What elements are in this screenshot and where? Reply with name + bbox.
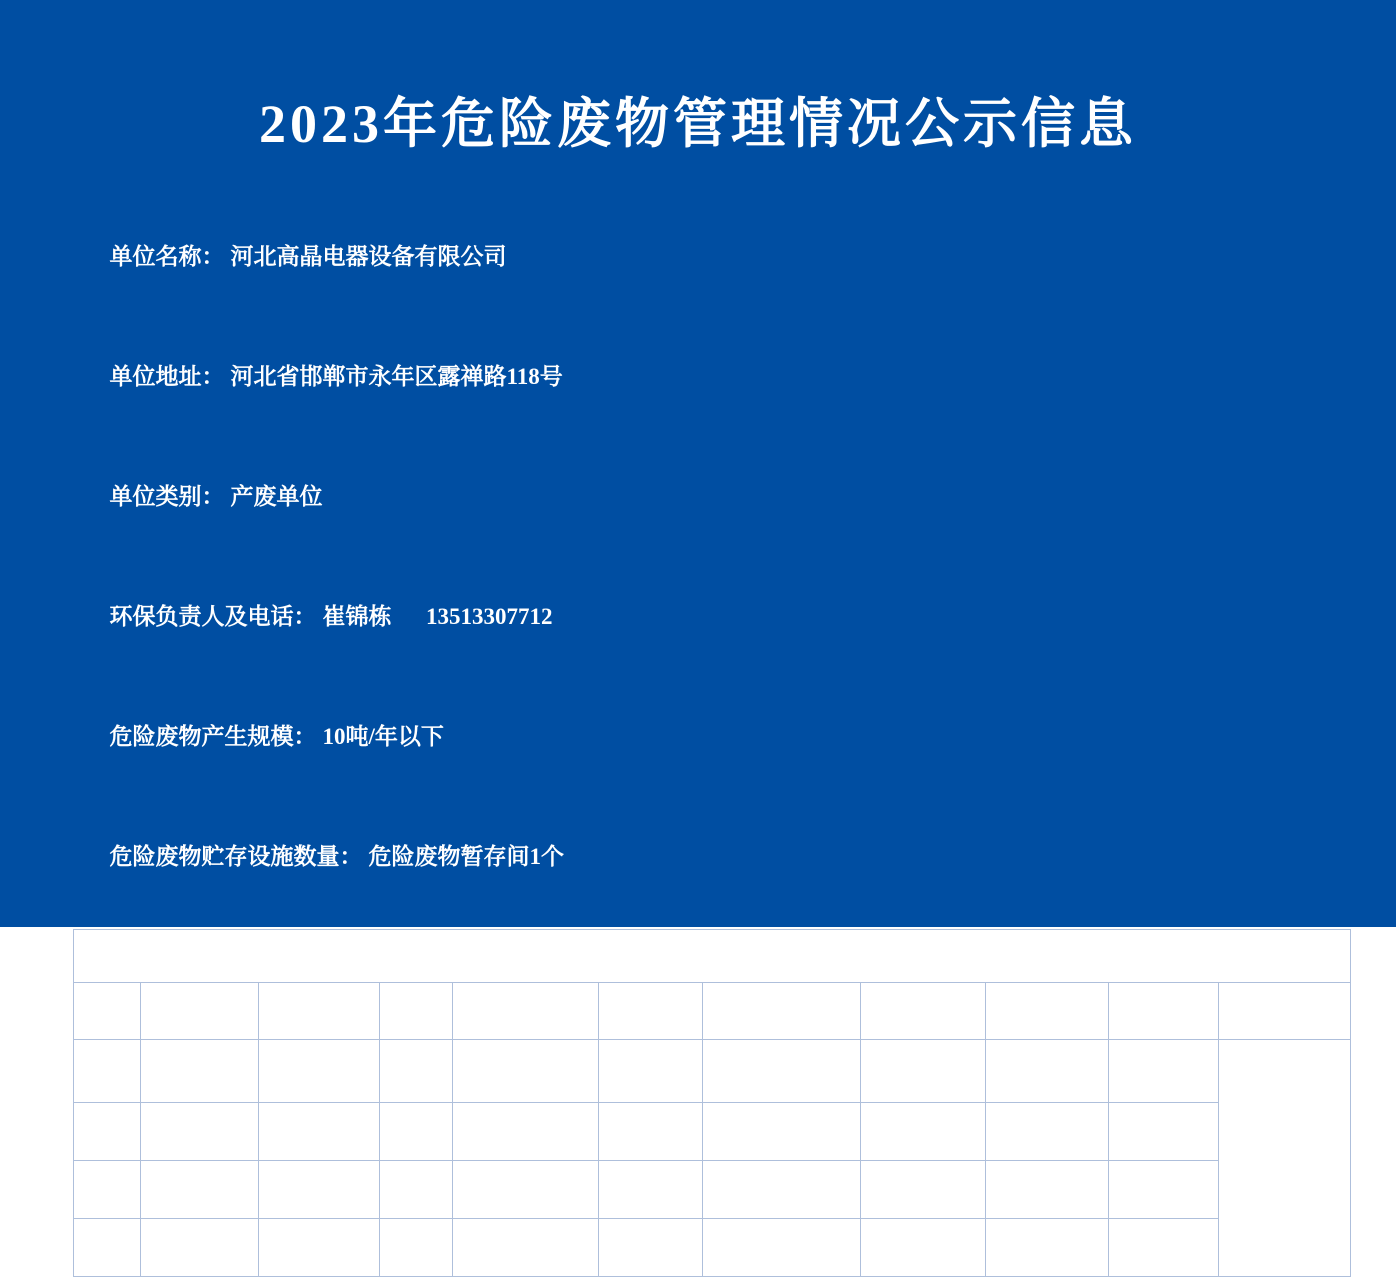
cell-prevention: 防火、防雨 防渗、防晒: [986, 1103, 1109, 1161]
column-header-waste-code: 废物代码: [259, 982, 380, 1040]
cell-waste-name: 废油: [141, 1219, 259, 1277]
table-caption: 危险废物信息: [74, 929, 1351, 982]
cell-seq: 3: [74, 1161, 141, 1219]
cell-seq: 1: [74, 1040, 141, 1103]
info-section: [75, 209, 1396, 905]
cell-waste-code: 900-041-49: [259, 1103, 380, 1161]
info-line-unit-type: [75, 449, 1396, 545]
cell-amount: 50 千克: [861, 1103, 986, 1161]
production-scale-value: 10吨/年以下: [322, 723, 444, 749]
cell-toxic-substance: 非甲烷总烃: [453, 1161, 599, 1219]
info-line-unit-address: [75, 329, 1396, 425]
table-row: [74, 1103, 1351, 1161]
unit-type-label: 单位类别：: [109, 483, 225, 509]
table-caption-row: [74, 929, 1351, 982]
unit-address-label: 单位地址：: [109, 363, 225, 389]
cell-waste-code: 900-039-49: [259, 1161, 380, 1219]
info-line-contact: [75, 569, 1396, 665]
cell-seq: 2: [74, 1103, 141, 1161]
unit-address-value: 河北省邯郸市永年区露禅路118号: [230, 363, 563, 389]
info-line-unit-name: [75, 209, 1396, 305]
cell-hazard: 毒性: [599, 1103, 703, 1161]
column-header-seq: 序号: [74, 982, 141, 1040]
column-header-waste-name: 废物名称: [141, 982, 259, 1040]
column-header-disposal-company: 处置单位: [1219, 982, 1351, 1040]
cell-toxic-substance: 废树脂等: [453, 1040, 599, 1103]
cell-destination: 委托处置: [1109, 1219, 1219, 1277]
cell-prevention: 防火、防雨 防渗、防晒: [986, 1219, 1109, 1277]
cell-process: VOCs 治理过程: [703, 1103, 861, 1161]
cell-prevention: 防火、防雨 防渗、防晒: [986, 1040, 1109, 1103]
storage-facility-label: 危险废物贮存设施数量：: [109, 843, 363, 869]
cell-waste-name: 废活性炭: [141, 1161, 259, 1219]
cell-destination: 委托处置: [1109, 1040, 1219, 1103]
cell-waste-name: 废弃包装桶: [141, 1040, 259, 1103]
column-header-hazard: 危险特性: [599, 982, 703, 1040]
unit-type-value: 产废单位: [230, 483, 323, 509]
cell-process: 油烟治理过程: [703, 1219, 861, 1277]
cell-amount: 3 吨: [861, 1161, 986, 1219]
cell-waste-category: HW49: [380, 1040, 453, 1103]
column-header-destination: 去向: [1109, 982, 1219, 1040]
table-row: [74, 1161, 1351, 1219]
cell-waste-code: 900-041-49: [259, 1040, 380, 1103]
table-row: [74, 1040, 1351, 1103]
table-header-row: [74, 982, 1351, 1040]
cell-waste-category: HW08: [380, 1219, 453, 1277]
cell-toxic-substance: 非甲烷总烃类: [453, 1219, 599, 1277]
cell-waste-category: HW49: [380, 1103, 453, 1161]
cell-amount: 4 吨: [861, 1040, 986, 1103]
cell-process: 涂胶、树脂浇注 工序: [703, 1040, 861, 1103]
column-header-process: 产生环节: [703, 982, 861, 1040]
cell-hazard: 毒性: [599, 1219, 703, 1277]
cell-destination: 委托处置: [1109, 1103, 1219, 1161]
column-header-amount: 预计产生量: [861, 982, 986, 1040]
production-scale-label: 危险废物产生规模：: [109, 723, 317, 749]
page-title: 2023年危险废物管理情况公示信息: [259, 94, 1137, 154]
info-line-production-scale: [75, 689, 1396, 785]
cell-destination: 委托处置: [1109, 1161, 1219, 1219]
contact-value: 崔锦栋 13513307712: [322, 603, 553, 629]
cell-toxic-substance: 非甲烷总烃: [453, 1103, 599, 1161]
cell-disposal-company: 唐山浩昌杰 环保科技发 展有限公司: [1219, 1040, 1351, 1277]
column-header-waste-category: 废物 类别: [380, 982, 453, 1040]
cell-process: VOCs 治理过程: [703, 1161, 861, 1219]
unit-name-label: 单位名称：: [109, 243, 225, 269]
column-header-prevention: 污染防治措 施: [986, 982, 1109, 1040]
cell-waste-category: HW49: [380, 1161, 453, 1219]
cell-waste-name: 废过滤棉: [141, 1103, 259, 1161]
hazardous-waste-table: [73, 929, 1351, 1277]
cell-amount: 200 千克: [861, 1219, 986, 1277]
column-header-toxic-substance: 有毒物质名称: [453, 982, 599, 1040]
cell-prevention: 防火、防雨 防渗、防晒: [986, 1161, 1109, 1219]
cell-hazard: 毒性: [599, 1040, 703, 1103]
unit-name-value: 河北高晶电器设备有限公司: [230, 243, 507, 269]
storage-facility-value: 危险废物暂存间1个: [368, 843, 564, 869]
table-row: [74, 1219, 1351, 1277]
cell-waste-code: 900-217-08: [259, 1219, 380, 1277]
cell-seq: 4: [74, 1219, 141, 1277]
cell-hazard: 毒性: [599, 1161, 703, 1219]
contact-label: 环保负责人及电话：: [109, 603, 317, 629]
info-line-storage-facility: [75, 809, 1396, 905]
